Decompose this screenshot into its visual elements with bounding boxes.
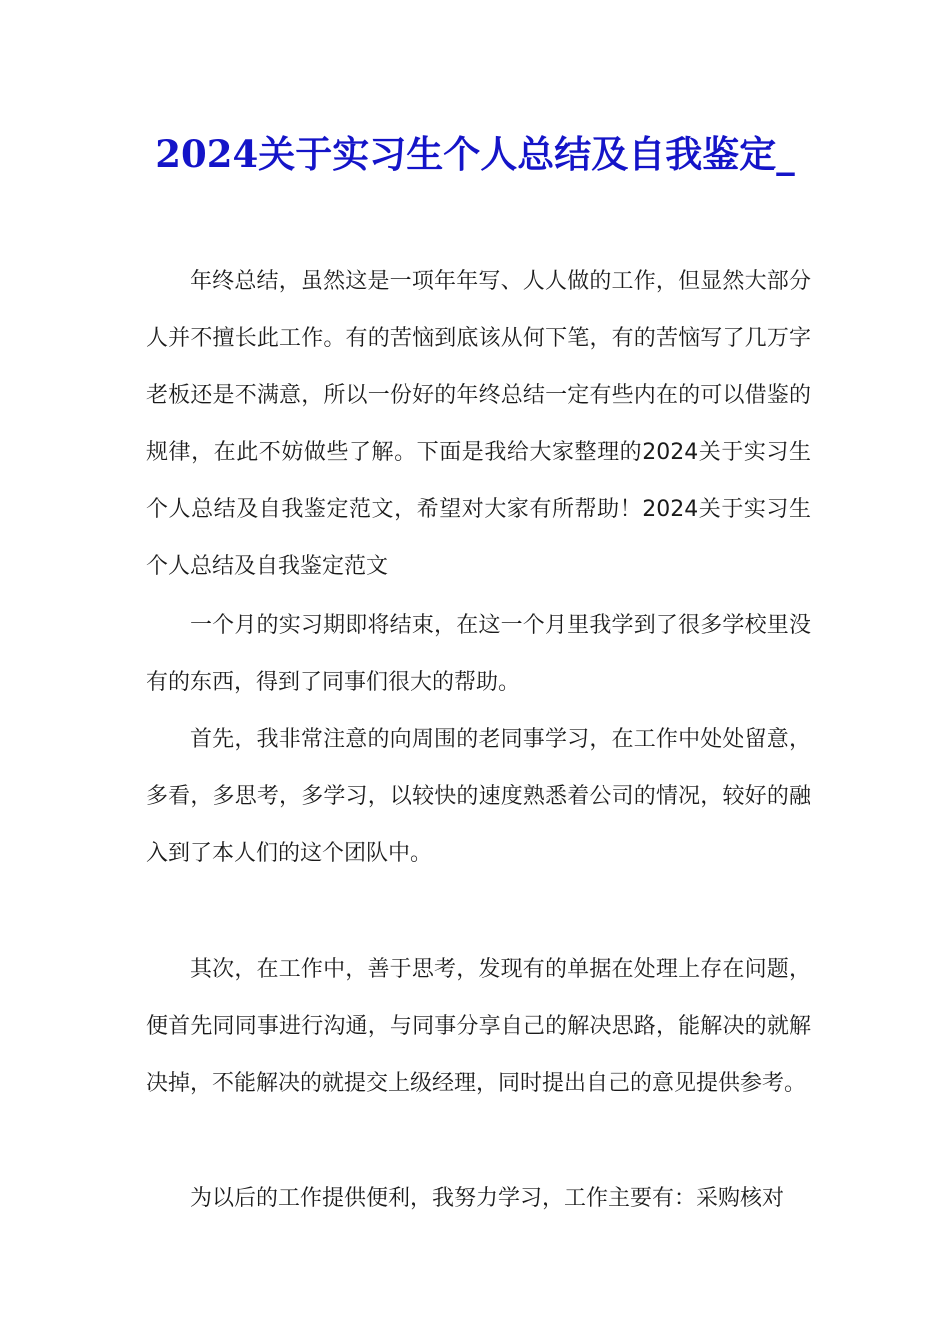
paragraph: 其次，在工作中，善于思考，发现有的单据在处理上存在问题，便首先同同事进行沟通，与同事分享自己的解决思路，能解决的就解决掉，不能解决的就提交上级经理，同时提出自己的意见提供参考。 [146, 957, 811, 1096]
document-title: 2024关于实习生个人总结及自我鉴定_ [155, 132, 795, 176]
paragraph: 为以后的工作提供便利，我努力学习，工作主要有：采购核对 [190, 1186, 785, 1211]
paragraph: 一个月的实习期即将结束，在这一个月里我学到了很多学校里没有的东西，得到了同事们很大的帮助。 [146, 613, 811, 695]
paragraph: 首先，我非常注意的向周围的老同事学习，在工作中处处留意，多看，多思考，多学习，以较快的速度熟悉着公司的情况，较好的融入到了本人们的这个团队中。 [146, 727, 811, 866]
paragraph: 年终总结，虽然这是一项年年写、人人做的工作，但显然大部分人并不擅长此工作。有的苦恼到底该从何下笔，有的苦恼写了几万字老板还是不满意，所以一份好的年终总结一定有些内在的可以借鉴的规律，在此不妨做些了解。下面是我给大家整理的2024关于实习生个人总结及自我鉴定范文，希望对大家有所帮助！2024关于实习生个人总结及自我鉴定范文 [146, 269, 811, 579]
